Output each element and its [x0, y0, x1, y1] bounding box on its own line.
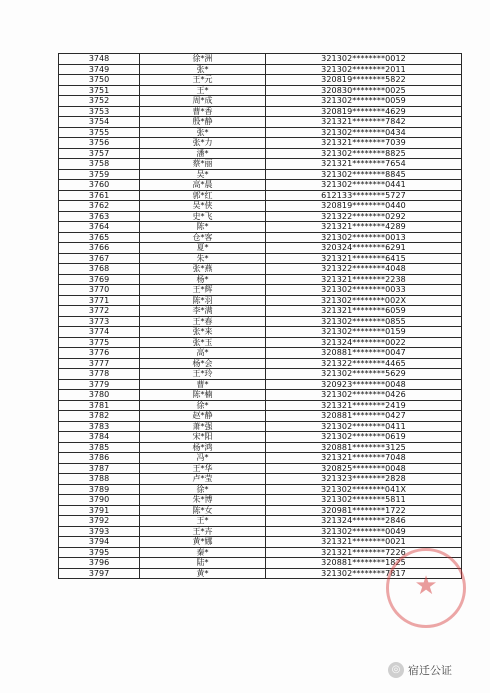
table-row: [59, 327, 462, 338]
id-number-cell: 321302********0619: [266, 432, 462, 443]
row-number-cell: 3768: [59, 264, 140, 275]
row-number-cell: 3787: [59, 463, 140, 474]
id-number-cell: 320819********0440: [266, 201, 462, 212]
row-number-cell: 3780: [59, 390, 140, 401]
id-number-cell: 321302********0411: [266, 421, 462, 432]
name-cell: 黄*: [140, 568, 266, 579]
name-cell: 陆*: [140, 558, 266, 569]
table-row: [59, 253, 462, 264]
row-number-cell: 3796: [59, 558, 140, 569]
id-number-cell: 321321********6415: [266, 253, 462, 264]
table-row: [59, 148, 462, 159]
id-number-cell: 320881********0427: [266, 411, 462, 422]
name-cell: 宋*阳: [140, 432, 266, 443]
row-number-cell: 3763: [59, 211, 140, 222]
row-number-cell: 3764: [59, 222, 140, 233]
row-number-cell: 3778: [59, 369, 140, 380]
row-number-cell: 3761: [59, 190, 140, 201]
name-cell: 张*燕: [140, 264, 266, 275]
id-number-cell: 321321********7226: [266, 547, 462, 558]
name-cell: 陈*女: [140, 505, 266, 516]
id-number-cell: 320923********0048: [266, 379, 462, 390]
id-number-cell: 321322********0292: [266, 211, 462, 222]
id-number-cell: 321302********041X: [266, 484, 462, 495]
id-number-cell: 321321********2238: [266, 274, 462, 285]
row-number-cell: 3762: [59, 201, 140, 212]
records-table: [58, 53, 462, 579]
table-row: [59, 211, 462, 222]
id-number-cell: 321321********2419: [266, 400, 462, 411]
id-number-cell: 321302********0013: [266, 232, 462, 243]
name-cell: 卢*莹: [140, 474, 266, 485]
table-row: [59, 190, 462, 201]
row-number-cell: 3760: [59, 180, 140, 191]
id-number-cell: 321321********4289: [266, 222, 462, 233]
id-number-cell: 321321********7048: [266, 453, 462, 464]
row-number-cell: 3791: [59, 505, 140, 516]
wechat-icon: ◎: [388, 662, 404, 678]
id-number-cell: 321321********0021: [266, 537, 462, 548]
row-number-cell: 3797: [59, 568, 140, 579]
table-row: [59, 222, 462, 233]
name-cell: 吴*: [140, 169, 266, 180]
name-cell: 史*飞: [140, 211, 266, 222]
row-number-cell: 3782: [59, 411, 140, 422]
table-row: [59, 243, 462, 254]
id-number-cell: 321302********0855: [266, 316, 462, 327]
id-number-cell: 321302********7817: [266, 568, 462, 579]
name-cell: 黄*娜: [140, 537, 266, 548]
id-number-cell: 321302********0441: [266, 180, 462, 191]
id-number-cell: 321302********0159: [266, 327, 462, 338]
id-number-cell: 321321********6059: [266, 306, 462, 317]
table-row: [59, 285, 462, 296]
id-number-cell: 321323********2828: [266, 474, 462, 485]
row-number-cell: 3790: [59, 495, 140, 506]
id-number-cell: 321321********7842: [266, 117, 462, 128]
row-number-cell: 3795: [59, 547, 140, 558]
table-row: [59, 505, 462, 516]
watermark-text: 宿迁公证: [408, 664, 452, 677]
row-number-cell: 3749: [59, 64, 140, 75]
id-number-cell: 321302********0012: [266, 54, 462, 65]
name-cell: 吴*侠: [140, 201, 266, 212]
table-row: [59, 106, 462, 117]
id-number-cell: 320830********0025: [266, 85, 462, 96]
id-number-cell: 321321********7039: [266, 138, 462, 149]
id-number-cell: 321322********4048: [266, 264, 462, 275]
name-cell: 朱*博: [140, 495, 266, 506]
id-number-cell: 321324********2846: [266, 516, 462, 527]
table-row: [59, 463, 462, 474]
name-cell: 王*辉: [140, 285, 266, 296]
table-row: [59, 75, 462, 86]
table-row: [59, 442, 462, 453]
row-number-cell: 3774: [59, 327, 140, 338]
id-number-cell: 321302********5629: [266, 369, 462, 380]
row-number-cell: 3786: [59, 453, 140, 464]
name-cell: 徐*洲: [140, 54, 266, 65]
id-number-cell: 320981********1722: [266, 505, 462, 516]
table-row: [59, 348, 462, 359]
name-cell: 张*: [140, 64, 266, 75]
table-row: [59, 432, 462, 443]
table-row: [59, 138, 462, 149]
name-cell: 高*晨: [140, 180, 266, 191]
seal-star-icon: ★: [414, 571, 438, 601]
row-number-cell: 3754: [59, 117, 140, 128]
table-row: [59, 306, 462, 317]
id-number-cell: 321302********0434: [266, 127, 462, 138]
table-row: [59, 117, 462, 128]
name-cell: 陈*楠: [140, 390, 266, 401]
name-cell: 王*: [140, 85, 266, 96]
table-row: [59, 369, 462, 380]
table-row: [59, 484, 462, 495]
id-number-cell: 320324********6291: [266, 243, 462, 254]
row-number-cell: 3776: [59, 348, 140, 359]
id-number-cell: 320881********0047: [266, 348, 462, 359]
name-cell: 张*来: [140, 327, 266, 338]
table-row: [59, 264, 462, 275]
id-number-cell: 321302********8825: [266, 148, 462, 159]
row-number-cell: 3783: [59, 421, 140, 432]
table-row: [59, 421, 462, 432]
table-row: [59, 411, 462, 422]
row-number-cell: 3767: [59, 253, 140, 264]
name-cell: 王*春: [140, 316, 266, 327]
row-number-cell: 3756: [59, 138, 140, 149]
table-row: [59, 537, 462, 548]
row-number-cell: 3770: [59, 285, 140, 296]
row-number-cell: 3792: [59, 516, 140, 527]
id-number-cell: 321321********7654: [266, 159, 462, 170]
id-number-cell: 320881********3125: [266, 442, 462, 453]
id-number-cell: 321302********5811: [266, 495, 462, 506]
name-cell: 高*: [140, 348, 266, 359]
name-cell: 王*元: [140, 75, 266, 86]
row-number-cell: 3748: [59, 54, 140, 65]
id-number-cell: 321302********0426: [266, 390, 462, 401]
row-number-cell: 3794: [59, 537, 140, 548]
name-cell: 萧*强: [140, 421, 266, 432]
name-cell: 王*玲: [140, 369, 266, 380]
table-row: [59, 274, 462, 285]
row-number-cell: 3771: [59, 295, 140, 306]
row-number-cell: 3755: [59, 127, 140, 138]
table-row: [59, 474, 462, 485]
table-row: [59, 337, 462, 348]
name-cell: 陈*: [140, 222, 266, 233]
name-cell: 张*力: [140, 138, 266, 149]
name-cell: 杨*: [140, 274, 266, 285]
table-row: [59, 400, 462, 411]
id-number-cell: 321302********0049: [266, 526, 462, 537]
name-cell: 郭*红: [140, 190, 266, 201]
name-cell: 周*成: [140, 96, 266, 107]
table-row: [59, 295, 462, 306]
records-table-body: [59, 54, 462, 579]
name-cell: 徐*: [140, 484, 266, 495]
row-number-cell: 3765: [59, 232, 140, 243]
table-row: [59, 379, 462, 390]
name-cell: 曹*: [140, 379, 266, 390]
id-number-cell: 320819********5822: [266, 75, 462, 86]
name-cell: 殷*静: [140, 117, 266, 128]
id-number-cell: 320819********4629: [266, 106, 462, 117]
name-cell: 杨*鸿: [140, 442, 266, 453]
id-number-cell: 321302********8845: [266, 169, 462, 180]
id-number-cell: 321324********0022: [266, 337, 462, 348]
row-number-cell: 3758: [59, 159, 140, 170]
name-cell: 王*华: [140, 463, 266, 474]
table-row: [59, 169, 462, 180]
table-row: [59, 495, 462, 506]
row-number-cell: 3781: [59, 400, 140, 411]
id-number-cell: 321302********0033: [266, 285, 462, 296]
name-cell: 蔡*丽: [140, 159, 266, 170]
row-number-cell: 3784: [59, 432, 140, 443]
id-number-cell: 612133********5727: [266, 190, 462, 201]
name-cell: 张*玉: [140, 337, 266, 348]
name-cell: 曹*香: [140, 106, 266, 117]
row-number-cell: 3772: [59, 306, 140, 317]
row-number-cell: 3785: [59, 442, 140, 453]
name-cell: 李*满: [140, 306, 266, 317]
row-number-cell: 3759: [59, 169, 140, 180]
table-row: [59, 358, 462, 369]
row-number-cell: 3769: [59, 274, 140, 285]
table-row: [59, 180, 462, 191]
row-number-cell: 3775: [59, 337, 140, 348]
table-row: [59, 85, 462, 96]
row-number-cell: 3751: [59, 85, 140, 96]
table-row: [59, 547, 462, 558]
name-cell: 朱*: [140, 253, 266, 264]
name-cell: 秦*: [140, 547, 266, 558]
name-cell: 夏*: [140, 243, 266, 254]
id-number-cell: 321302********002X: [266, 295, 462, 306]
row-number-cell: 3777: [59, 358, 140, 369]
name-cell: 张*: [140, 127, 266, 138]
name-cell: 徐*: [140, 400, 266, 411]
table-row: [59, 316, 462, 327]
table-row: [59, 64, 462, 75]
name-cell: 赵*静: [140, 411, 266, 422]
id-number-cell: 320881********1825: [266, 558, 462, 569]
row-number-cell: 3773: [59, 316, 140, 327]
table-row: [59, 516, 462, 527]
name-cell: 陈*羽: [140, 295, 266, 306]
row-number-cell: 3752: [59, 96, 140, 107]
table-row: [59, 390, 462, 401]
table-row: [59, 127, 462, 138]
id-number-cell: 320825********0048: [266, 463, 462, 474]
row-number-cell: 3788: [59, 474, 140, 485]
row-number-cell: 3757: [59, 148, 140, 159]
table-row: [59, 568, 462, 579]
row-number-cell: 3793: [59, 526, 140, 537]
row-number-cell: 3750: [59, 75, 140, 86]
row-number-cell: 3753: [59, 106, 140, 117]
name-cell: 杨*会: [140, 358, 266, 369]
row-number-cell: 3766: [59, 243, 140, 254]
id-number-cell: 321302********2011: [266, 64, 462, 75]
row-number-cell: 3779: [59, 379, 140, 390]
name-cell: 王*卉: [140, 526, 266, 537]
name-cell: 潘*: [140, 148, 266, 159]
watermark: [388, 660, 452, 680]
table-row: [59, 96, 462, 107]
name-cell: 冯*: [140, 453, 266, 464]
table-row: [59, 453, 462, 464]
row-number-cell: 3789: [59, 484, 140, 495]
table-row: [59, 526, 462, 537]
table-row: [59, 159, 462, 170]
id-number-cell: 321302********0059: [266, 96, 462, 107]
name-cell: 王*: [140, 516, 266, 527]
table-row: [59, 232, 462, 243]
table-row: [59, 54, 462, 65]
table-row: [59, 201, 462, 212]
name-cell: 仓*客: [140, 232, 266, 243]
id-number-cell: 321322********4465: [266, 358, 462, 369]
table-row: [59, 558, 462, 569]
